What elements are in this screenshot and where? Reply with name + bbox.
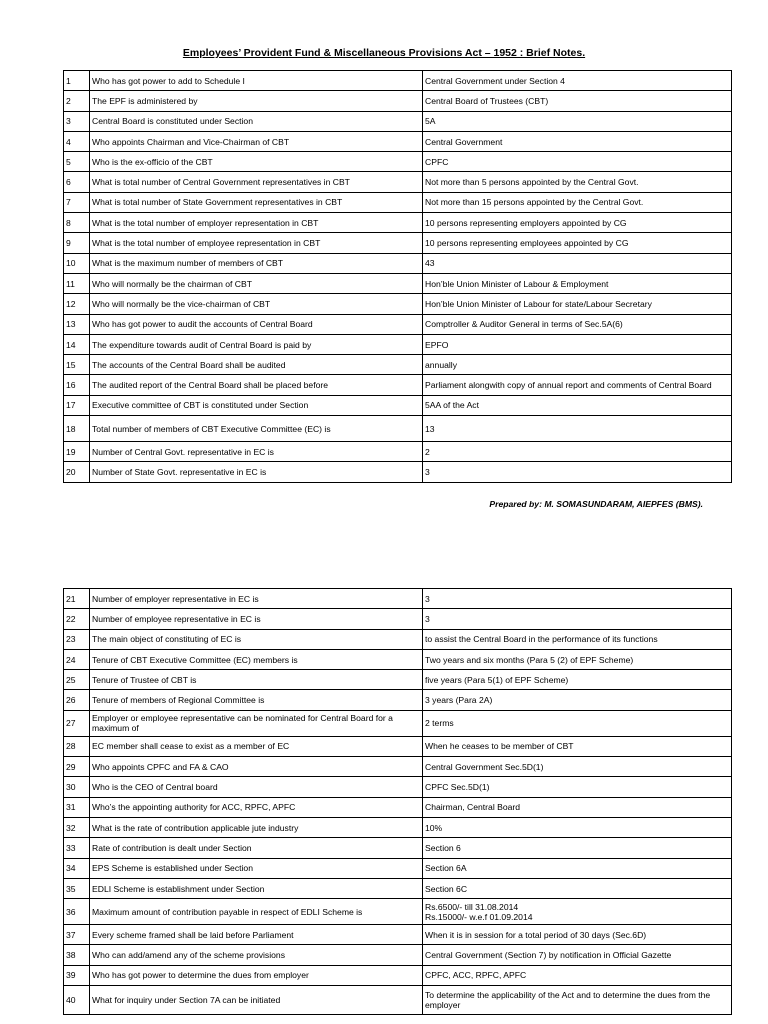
answer-cell: Hon’ble Union Minister of Labour & Employment: [423, 273, 732, 293]
row-number: 30: [64, 777, 90, 797]
question-cell: Number of employer representative in EC is: [90, 589, 423, 609]
question-cell: Employer or employee representative can be nominated for Central Board for a maximum of: [90, 710, 423, 736]
row-number: 20: [64, 462, 90, 482]
question-cell: What is the total number of employee representation in CBT: [90, 233, 423, 253]
question-cell: What is the total number of employer representation in CBT: [90, 213, 423, 233]
question-cell: Central Board is constituted under Section: [90, 111, 423, 131]
answer-cell: CPFC: [423, 152, 732, 172]
table-row: [64, 111, 732, 131]
table-row: [64, 757, 732, 777]
answer-cell: Section 6A: [423, 858, 732, 878]
answer-cell: [423, 899, 732, 925]
answer-cell: Central Board of Trustees (CBT): [423, 91, 732, 111]
answer-cell: Parliament alongwith copy of annual report and comments of Central Board: [423, 375, 732, 395]
question-cell: Who has got power to determine the dues from employer: [90, 965, 423, 985]
answer-cell: 10 persons representing employers appointed by CG: [423, 213, 732, 233]
table-row: [64, 817, 732, 837]
table-row: [64, 91, 732, 111]
question-cell: Who appoints Chairman and Vice-Chairman of CBT: [90, 131, 423, 151]
row-number: 38: [64, 945, 90, 965]
answer-cell: When he ceases to be member of CBT: [423, 736, 732, 756]
table-row: [64, 192, 732, 212]
table-row: [64, 609, 732, 629]
table-row: [64, 375, 732, 395]
answer-cell: to assist the Central Board in the performance of its functions: [423, 629, 732, 649]
row-number: 37: [64, 925, 90, 945]
table-row: [64, 945, 732, 965]
answer-cell: Section 6: [423, 838, 732, 858]
answer-cell: 3 years (Para 2A): [423, 690, 732, 710]
question-cell: EPS Scheme is established under Section: [90, 858, 423, 878]
table-row: [64, 710, 732, 736]
question-cell: Who will normally be the vice-chairman of CBT: [90, 294, 423, 314]
question-cell: The expenditure towards audit of Central Board is paid by: [90, 334, 423, 354]
table-row: [64, 925, 732, 945]
row-number: 16: [64, 375, 90, 395]
row-number: 24: [64, 649, 90, 669]
table-row: [64, 462, 732, 482]
notes-table-part-1: [63, 70, 732, 483]
answer-cell: 3: [423, 462, 732, 482]
row-number: 5: [64, 152, 90, 172]
answer-line: Rs.15000/- w.e.f 01.09.2014: [425, 911, 533, 922]
row-number: 7: [64, 192, 90, 212]
answer-cell: Central Government under Section 4: [423, 71, 732, 91]
row-number: 17: [64, 395, 90, 415]
question-cell: Tenure of Trustee of CBT is: [90, 670, 423, 690]
question-cell: Who is the ex-officio of the CBT: [90, 152, 423, 172]
row-number: 10: [64, 253, 90, 273]
question-cell: Total number of members of CBT Executive Committee (EC) is: [90, 416, 423, 442]
answer-cell: 5AA of the Act: [423, 395, 732, 415]
row-number: 12: [64, 294, 90, 314]
table-row: [64, 294, 732, 314]
question-cell: Number of Central Govt. representative in EC is: [90, 442, 423, 462]
answer-cell: Not more than 5 persons appointed by the Central Govt.: [423, 172, 732, 192]
question-cell: EC member shall cease to exist as a member of EC: [90, 736, 423, 756]
row-number: 35: [64, 878, 90, 898]
question-cell: Who will normally be the chairman of CBT: [90, 273, 423, 293]
row-number: 25: [64, 670, 90, 690]
question-cell: Who has got power to audit the accounts of Central Board: [90, 314, 423, 334]
table-row: [64, 71, 732, 91]
table-row: [64, 589, 732, 609]
question-cell: The audited report of the Central Board shall be placed before: [90, 375, 423, 395]
table-row: [64, 965, 732, 985]
table-row: [64, 213, 732, 233]
question-cell: The main object of constituting of EC is: [90, 629, 423, 649]
answer-cell: 3: [423, 589, 732, 609]
table-row: [64, 131, 732, 151]
table-row: [64, 858, 732, 878]
answer-cell: five years (Para 5(1) of EPF Scheme): [423, 670, 732, 690]
question-cell: Who appoints CPFC and FA & CAO: [90, 757, 423, 777]
row-number: 36: [64, 899, 90, 925]
question-cell: Who is the CEO of Central board: [90, 777, 423, 797]
question-cell: What is the maximum number of members of CBT: [90, 253, 423, 273]
table-row: [64, 878, 732, 898]
table-row: [64, 172, 732, 192]
answer-cell: Comptroller & Auditor General in terms of Sec.5A(6): [423, 314, 732, 334]
row-number: 13: [64, 314, 90, 334]
table-row: [64, 355, 732, 375]
answer-cell: annually: [423, 355, 732, 375]
row-number: 15: [64, 355, 90, 375]
answer-cell: EPFO: [423, 334, 732, 354]
table-row: [64, 690, 732, 710]
table-row: [64, 314, 732, 334]
answer-cell: 10%: [423, 817, 732, 837]
table-row: [64, 736, 732, 756]
document-title: Employees’ Provident Fund & Miscellaneous Provisions Act – 1952 : Brief Notes.: [182, 47, 586, 59]
question-cell: EDLI Scheme is establishment under Section: [90, 878, 423, 898]
question-cell: Who’s the appointing authority for ACC, RPFC, APFC: [90, 797, 423, 817]
answer-cell: Not more than 15 persons appointed by the Central Govt.: [423, 192, 732, 212]
row-number: 28: [64, 736, 90, 756]
answer-cell: CPFC, ACC, RPFC, APFC: [423, 965, 732, 985]
row-number: 11: [64, 273, 90, 293]
table-row: [64, 152, 732, 172]
answer-cell: Central Government Sec.5D(1): [423, 757, 732, 777]
table-row: [64, 233, 732, 253]
question-cell: Number of employee representative in EC is: [90, 609, 423, 629]
answer-cell: Central Government: [423, 131, 732, 151]
table-row: [64, 777, 732, 797]
row-number: 29: [64, 757, 90, 777]
table-row: [64, 670, 732, 690]
question-cell: Rate of contribution is dealt under Section: [90, 838, 423, 858]
answer-cell: 13: [423, 416, 732, 442]
row-number: 31: [64, 797, 90, 817]
table-row: [64, 442, 732, 462]
question-cell: What is the rate of contribution applicable jute industry: [90, 817, 423, 837]
table-row: [64, 797, 732, 817]
table-row: [64, 334, 732, 354]
prepared-by-note: Prepared by: M. SOMASUNDARAM, AIEPFES (BMS).: [489, 499, 703, 509]
answer-line: Rs.6500/- till 31.08.2014: [425, 901, 519, 912]
row-number: 14: [64, 334, 90, 354]
question-cell: What for inquiry under Section 7A can be initiated: [90, 986, 423, 1015]
question-cell: Tenure of CBT Executive Committee (EC) members is: [90, 649, 423, 669]
answer-cell: 2 terms: [423, 710, 732, 736]
table-row: [64, 986, 732, 1015]
question-cell: The EPF is administered by: [90, 91, 423, 111]
row-number: 2: [64, 91, 90, 111]
row-number: 3: [64, 111, 90, 131]
table-row: [64, 253, 732, 273]
question-cell: Maximum amount of contribution payable in respect of EDLI Scheme is: [90, 899, 423, 925]
table-row: [64, 273, 732, 293]
answer-cell: 2: [423, 442, 732, 462]
question-cell: Executive committee of CBT is constituted under Section: [90, 395, 423, 415]
table-row: [64, 899, 732, 925]
row-number: 18: [64, 416, 90, 442]
question-cell: What is total number of Central Government representatives in CBT: [90, 172, 423, 192]
row-number: 26: [64, 690, 90, 710]
row-number: 40: [64, 986, 90, 1015]
row-number: 39: [64, 965, 90, 985]
answer-cell: To determine the applicability of the Act and to determine the dues from the employer: [423, 986, 732, 1015]
question-cell: Every scheme framed shall be laid before Parliament: [90, 925, 423, 945]
answer-cell: Section 6C: [423, 878, 732, 898]
answer-cell: Two years and six months (Para 5 (2) of EPF Scheme): [423, 649, 732, 669]
table-row: [64, 416, 732, 442]
row-number: 6: [64, 172, 90, 192]
row-number: 33: [64, 838, 90, 858]
answer-cell: When it is in session for a total period of 30 days (Sec.6D): [423, 925, 732, 945]
question-cell: Who can add/amend any of the scheme provisions: [90, 945, 423, 965]
question-cell: What is total number of State Government representatives in CBT: [90, 192, 423, 212]
row-number: 9: [64, 233, 90, 253]
row-number: 32: [64, 817, 90, 837]
answer-cell: 5A: [423, 111, 732, 131]
row-number: 8: [64, 213, 90, 233]
row-number: 27: [64, 710, 90, 736]
question-cell: Number of State Govt. representative in EC is: [90, 462, 423, 482]
row-number: 23: [64, 629, 90, 649]
answer-cell: 43: [423, 253, 732, 273]
table-row: [64, 649, 732, 669]
answer-cell: 10 persons representing employees appointed by CG: [423, 233, 732, 253]
row-number: 34: [64, 858, 90, 878]
answer-cell: Chairman, Central Board: [423, 797, 732, 817]
row-number: 4: [64, 131, 90, 151]
notes-table-part-2: [63, 588, 732, 1015]
answer-cell: Central Government (Section 7) by notification in Official Gazette: [423, 945, 732, 965]
row-number: 21: [64, 589, 90, 609]
table-row: [64, 629, 732, 649]
answer-cell: 3: [423, 609, 732, 629]
answer-cell: CPFC Sec.5D(1): [423, 777, 732, 797]
question-cell: Who has got power to add to Schedule I: [90, 71, 423, 91]
answer-cell: Hon’ble Union Minister of Labour for state/Labour Secretary: [423, 294, 732, 314]
row-number: 19: [64, 442, 90, 462]
question-cell: Tenure of members of Regional Committee is: [90, 690, 423, 710]
table-row: [64, 395, 732, 415]
question-cell: The accounts of the Central Board shall be audited: [90, 355, 423, 375]
row-number: 22: [64, 609, 90, 629]
table-row: [64, 838, 732, 858]
row-number: 1: [64, 71, 90, 91]
